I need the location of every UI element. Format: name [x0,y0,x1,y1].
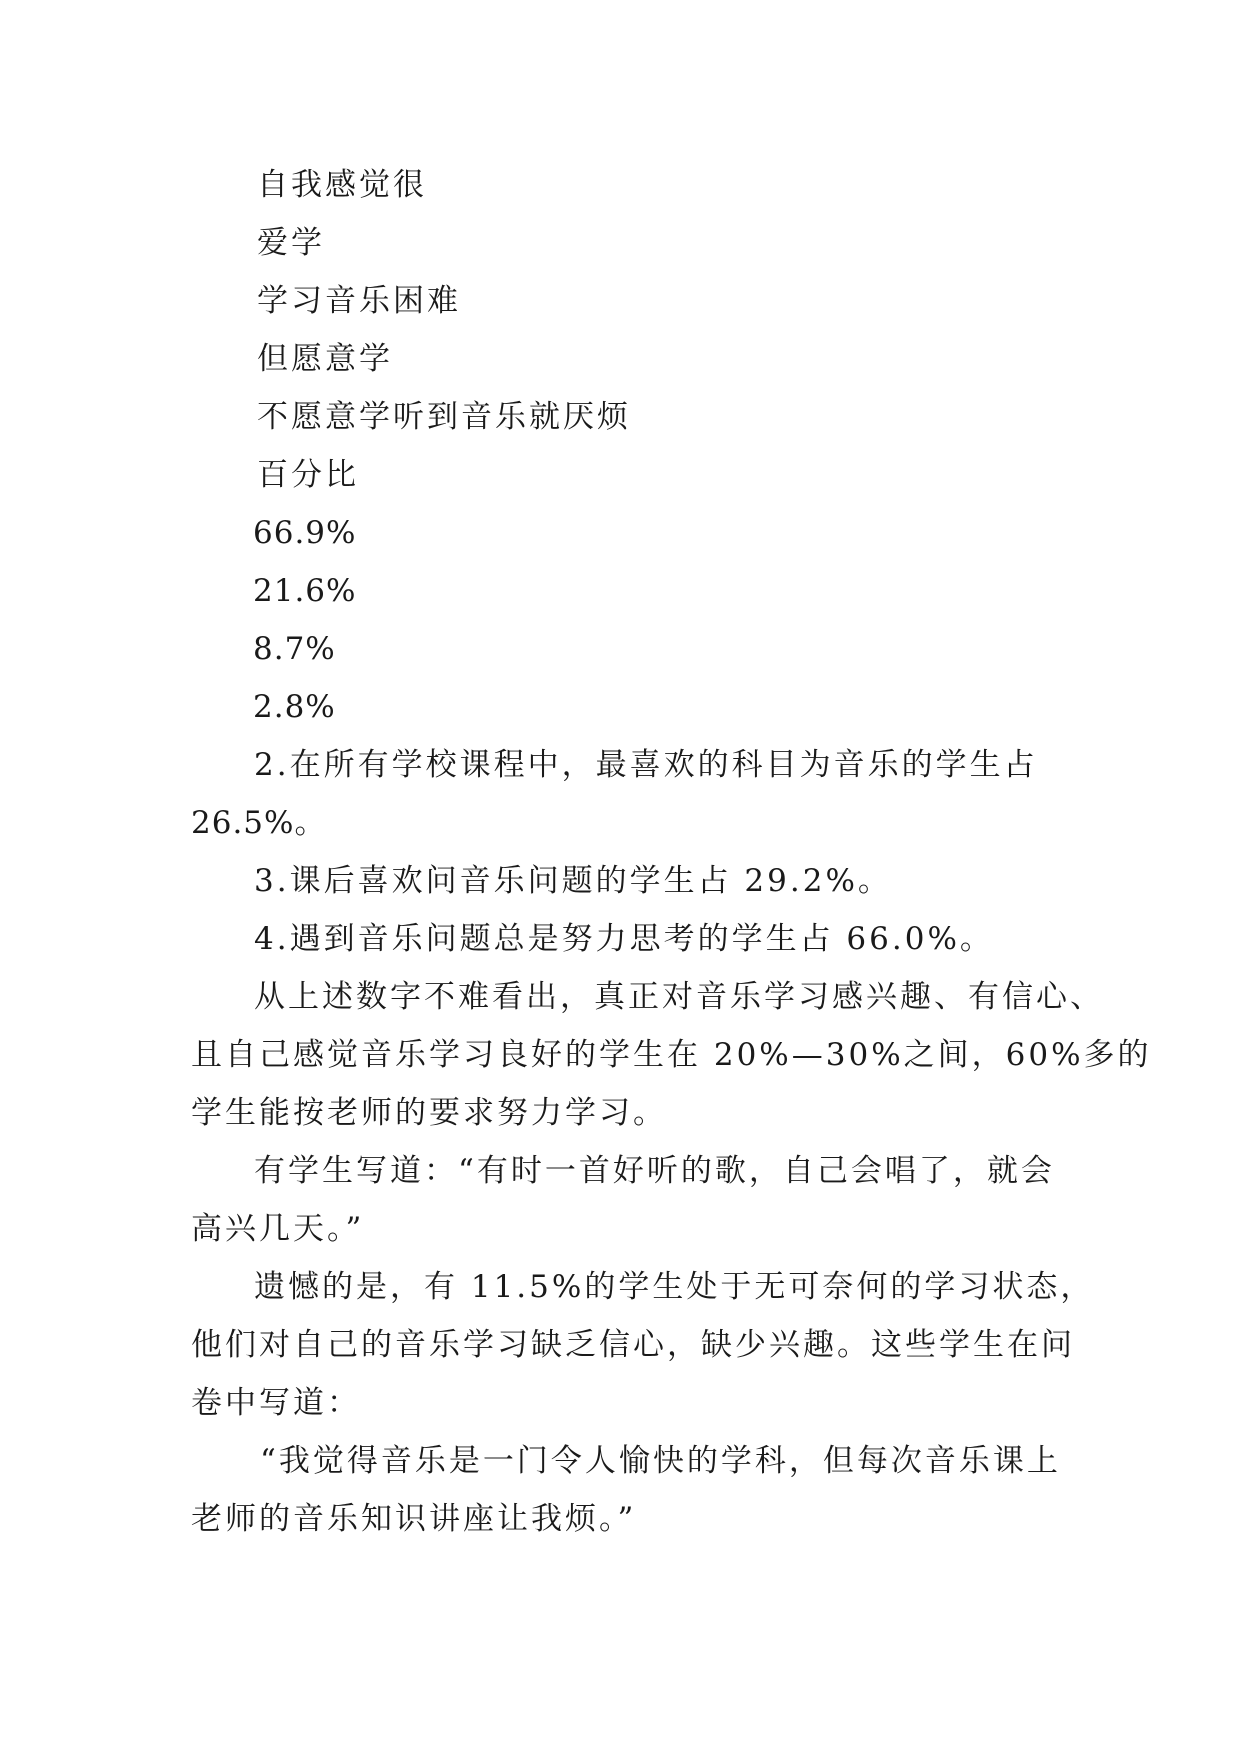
paragraph-4-line-1: 4.遇到音乐问题总是努力思考的学生占 66.0%。 [254,921,994,957]
paragraph-6-line-2: 高兴几天。” [191,1211,365,1247]
quote-line-1: “我觉得音乐是一门令人愉快的学科，但每次音乐课上 [260,1443,1061,1479]
paragraph-6-line-1: 有学生写道：“有时一首好听的歌，自己会唱了，就会 [254,1153,1055,1189]
list-item: 21.6% [253,573,357,609]
list-item: 2.8% [253,689,336,725]
paragraph-7-line-2: 他们对自己的音乐学习缺乏信心，缺少兴趣。这些学生在问 [191,1327,1075,1363]
paragraph-2-line-1: 2.在所有学校课程中，最喜欢的科目为音乐的学生占 [254,747,1038,783]
list-item: 但愿意学 [257,341,393,377]
list-item: 学习音乐困难 [257,283,461,319]
paragraph-7-line-3: 卷中写道： [191,1385,361,1421]
quote-line-2: 老师的音乐知识讲座让我烦。” [191,1501,637,1537]
paragraph-5-line-1: 从上述数字不难看出，真正对音乐学习感兴趣、有信心、 [254,979,1104,1015]
paragraph-5-line-2: 且自己感觉音乐学习良好的学生在 20%—30%之间，60%多的 [191,1037,1152,1073]
list-item: 不愿意学听到音乐就厌烦 [257,399,631,435]
paragraph-5-line-3: 学生能按老师的要求努力学习。 [191,1095,667,1131]
paragraph-7-line-1: 遗憾的是，有 11.5%的学生处于无可奈何的学习状态， [254,1269,1095,1305]
paragraph-2-line-2: 26.5%。 [191,805,327,841]
list-item: 自我感觉很 [257,167,427,203]
list-item: 66.9% [253,515,357,551]
list-item: 百分比 [257,457,359,493]
list-item: 8.7% [253,631,336,667]
paragraph-3-line-1: 3.课后喜欢问音乐问题的学生占 29.2%。 [254,863,892,899]
list-item: 爱学 [257,225,325,261]
